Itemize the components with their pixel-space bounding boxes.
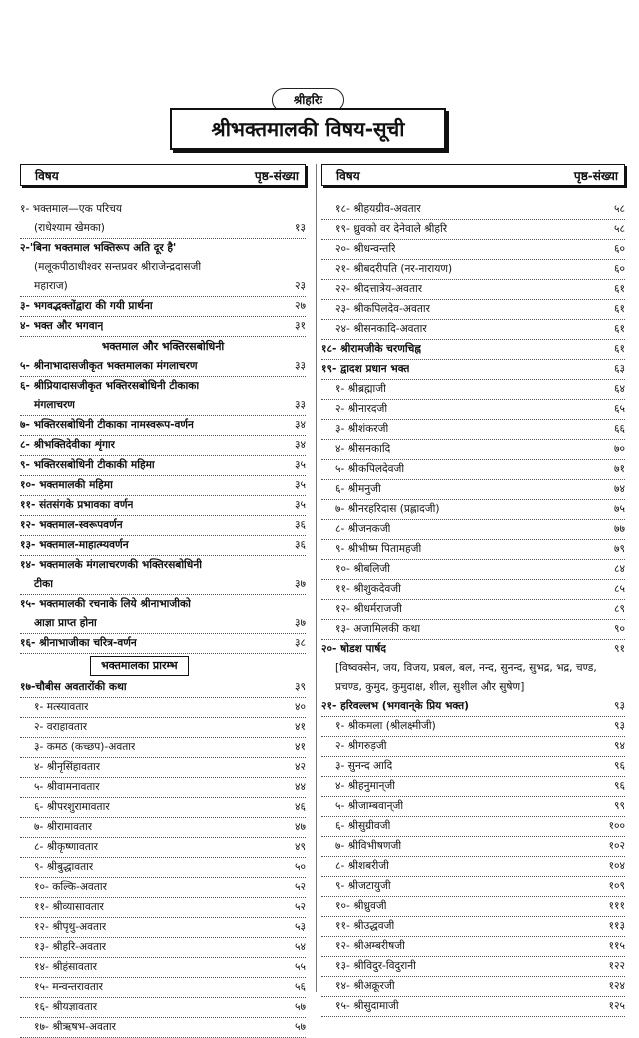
toc-entry-page: ४१ xyxy=(294,741,306,753)
toc-entry-page: १२५ xyxy=(608,1000,625,1012)
toc-entry xyxy=(321,957,625,977)
toc-entry xyxy=(20,838,306,858)
toc-entry-page: ८५ xyxy=(613,583,625,595)
toc-entry-page: ४६ xyxy=(294,801,306,813)
toc-entry-title: २- वराहावतार xyxy=(34,721,88,733)
toc-entry-page: ४४ xyxy=(294,781,306,793)
toc-entry-page: ६१ xyxy=(613,343,625,355)
toc-entry-title: ७- श्रीविभीषणजी xyxy=(335,840,402,852)
toc-entry-title: ११- श्रीउद्धवजी xyxy=(335,920,395,932)
toc-entry-page: ६१ xyxy=(613,323,625,335)
toc-entry xyxy=(321,560,625,580)
toc-entry xyxy=(321,300,625,320)
toc-entry-page: ९३ xyxy=(613,700,625,712)
toc-entry-page: ४९ xyxy=(294,841,306,853)
toc-entry xyxy=(321,260,625,280)
toc-entry xyxy=(20,878,306,898)
toc-entry xyxy=(321,837,625,857)
toc-entry-page: ११३ xyxy=(608,920,625,932)
toc-entry xyxy=(20,958,306,978)
toc-entry-page: १०० xyxy=(608,820,625,832)
toc-entry-title: १८- श्रीहयग्रीव-अवतार xyxy=(335,203,421,215)
toc-entry-title: २- श्रीनारदजी xyxy=(335,403,388,415)
toc-entry-title: ५- श्रीजाम्बवान्‌जी xyxy=(335,800,404,812)
toc-entry-page: ९६ xyxy=(613,760,625,772)
toc-entry xyxy=(321,737,625,757)
toc-entry-page: ७४ xyxy=(613,483,625,495)
toc-entry-title: १- भक्तमाल—एक परिचय xyxy=(20,203,123,215)
toc-entry-page: ९९ xyxy=(613,800,625,812)
toc-entry xyxy=(321,200,625,220)
toc-entry-page: १०९ xyxy=(608,880,625,892)
toc-entry-title: ४- श्रीसनकादि xyxy=(335,443,391,455)
toc-entry-title: २३- श्रीकपिलदेव-अवतार xyxy=(335,303,430,315)
toc-entry-title: ८- श्रीशबरीजी xyxy=(335,860,389,872)
toc-entry xyxy=(321,997,625,1017)
toc-entry-title: १- श्रीकमला (श्रीलक्ष्मीजी) xyxy=(335,720,436,732)
toc-entry-title: ९- श्रीभीष्म पितामहजी xyxy=(335,543,422,555)
toc-column-right xyxy=(316,164,625,1012)
toc-entry-title: १२- श्रीधर्मराजजी xyxy=(335,603,402,615)
toc-entry-title: २०- श्रीधन्वन्तरि xyxy=(335,243,396,255)
toc-entry xyxy=(321,977,625,997)
toc-entry xyxy=(20,898,306,918)
toc-entry-title: २१- श्रीबदरीपति (नर-नारायण) xyxy=(335,263,453,275)
toc-entry-title: ७- भक्तिरसबोधिनी टीकाका नामस्वरूप-वर्णन xyxy=(20,419,194,431)
toc-entry xyxy=(20,698,306,718)
toc-entry-title: ९- श्रीबुद्धावतार xyxy=(34,861,94,873)
toc-entry-title: ७- श्रीरामावतार xyxy=(34,821,93,833)
toc-entry-title: ६- श्रीमनुजी xyxy=(335,483,381,495)
toc-entry xyxy=(321,460,625,480)
toc-entry xyxy=(20,436,306,456)
toc-entry-page: ३१ xyxy=(294,320,306,332)
toc-entry xyxy=(321,757,625,777)
toc-entry xyxy=(321,917,625,937)
toc-entry xyxy=(20,476,306,496)
toc-entry xyxy=(321,340,625,360)
toc-entry-page: ६१ xyxy=(613,283,625,295)
toc-entry-title: ८- श्रीजनकजी xyxy=(335,523,391,535)
toc-entry-page: ३७ xyxy=(294,617,306,629)
toc-entry-page: ६१ xyxy=(613,303,625,315)
toc-entry-title: १०- श्रीध्रुवजी xyxy=(335,900,387,912)
toc-entry xyxy=(321,897,625,917)
toc-entry xyxy=(321,937,625,957)
toc-entry-title: मंगलाचरण xyxy=(34,399,75,411)
column-header-subject: विषय xyxy=(336,168,360,183)
toc-entry xyxy=(20,818,306,838)
toc-entry-title: १०- श्रीबलिजी xyxy=(335,563,391,575)
toc-entry-page: २३ xyxy=(294,280,306,292)
toc-entry xyxy=(321,777,625,797)
toc-entry-page: ६४ xyxy=(613,383,625,395)
column-header-left xyxy=(20,164,306,186)
toc-entry-page: ४१ xyxy=(294,721,306,733)
toc-entry-title: १४- भक्तमालके मंगलाचरणकी भक्तिरसबोधिनी xyxy=(20,559,202,571)
toc-entry-page: ५७ xyxy=(294,1001,306,1013)
toc-entry-title: १७- श्रीऋषभ-अवतार xyxy=(34,1021,116,1033)
toc-entry-page: १२४ xyxy=(608,980,625,992)
toc-entry-page: ३६ xyxy=(294,519,306,531)
toc-entry-title: १८- श्रीरामजीके चरणचिह्न xyxy=(321,343,421,355)
toc-entry-title: ११- श्रीव्यासावतार xyxy=(34,901,104,913)
toc-entry xyxy=(321,620,625,640)
toc-entry-title: १३- श्रीहरि-अवतार xyxy=(34,941,107,953)
toc-entry-page: ८९ xyxy=(613,603,625,615)
toc-entry-title: ६- श्रीसुग्रीवजी xyxy=(335,820,391,832)
toc-entry xyxy=(20,357,306,377)
toc-entry-title: ८- श्रीभक्तिदेवीका शृंगार xyxy=(20,439,115,451)
toc-entry-page: ३६ xyxy=(294,539,306,551)
toc-entry xyxy=(20,978,306,998)
toc-entry-page: १०२ xyxy=(608,840,625,852)
toc-entry-page: ११५ xyxy=(608,940,625,952)
toc-entry xyxy=(321,320,625,340)
toc-entry-title: १७-चौबीस अवतारोंकी कथा xyxy=(20,681,127,693)
toc-entry-title: टीका xyxy=(34,578,53,590)
toc-entry-page: ५२ xyxy=(294,901,306,913)
toc-entry-page: ३८ xyxy=(294,637,306,649)
toc-entry-title: (राधेश्याम खेमका) xyxy=(34,222,105,234)
toc-entry-title: ९- श्रीजटायुजी xyxy=(335,880,391,892)
toc-entry xyxy=(20,396,306,416)
toc-entry-title: १९- ध्रुवको वर देनेवाले श्रीहरि xyxy=(335,223,448,235)
toc-entry xyxy=(20,516,306,536)
toc-entry-page: ३४ xyxy=(294,439,306,451)
toc-entry-title: महाराज) xyxy=(34,280,68,292)
toc-entry xyxy=(20,998,306,1018)
toc-entry-page: ३४ xyxy=(294,419,306,431)
toc-entry-page: ३३ xyxy=(294,360,306,372)
toc-entry xyxy=(20,239,306,258)
toc-entry-page: ५८ xyxy=(613,203,625,215)
toc-entry xyxy=(321,480,625,500)
toc-entry-page: ५७ xyxy=(294,1021,306,1033)
toc-list-left xyxy=(20,200,306,1038)
column-header-subject: विषय xyxy=(35,168,59,183)
toc-entry-page: ७५ xyxy=(613,503,625,515)
toc-entry-title: २४- श्रीसनकादि-अवतार xyxy=(335,323,427,335)
toc-entry xyxy=(20,377,306,396)
toc-entry-title: १५- मन्वन्तरावतार xyxy=(34,981,103,993)
toc-entry-page: १३ xyxy=(294,222,306,234)
toc-entry xyxy=(321,220,625,240)
toc-column-left xyxy=(20,164,306,1033)
toc-entry-page: ७७ xyxy=(613,523,625,535)
toc-entry-page: ९१ xyxy=(613,643,625,655)
toc-entry-title: ७- श्रीनरहरिदास (प्रह्लादजी) xyxy=(335,503,440,515)
toc-entry xyxy=(321,240,625,260)
toc-entry-title: २१- हरिवल्लभ (भगवान्‌के प्रिय भक्त) xyxy=(321,700,469,712)
toc-entry xyxy=(20,536,306,556)
toc-entry-page: ३७ xyxy=(294,578,306,590)
toc-entry-page: ४० xyxy=(294,701,306,713)
toc-entry-title: ४- भक्त और भगवान् xyxy=(20,320,104,332)
toc-entry xyxy=(20,918,306,938)
toc-entry-title: २- श्रीगरुड़जी xyxy=(335,740,387,752)
toc-entry xyxy=(321,420,625,440)
toc-entry-page: ६० xyxy=(613,243,625,255)
toc-list-right xyxy=(317,200,625,1017)
toc-entry xyxy=(20,778,306,798)
toc-entry-page: ७१ xyxy=(613,463,625,475)
toc-entry xyxy=(20,317,306,337)
toc-entry xyxy=(20,258,306,277)
toc-entry xyxy=(321,640,625,659)
toc-section-heading: भक्तमाल और भक्तिरसबोधिनी xyxy=(101,340,225,353)
column-header-page: पृष्ठ-संख्या xyxy=(254,168,299,183)
toc-entry-title: १६- श्रीयज्ञावतार xyxy=(34,1001,98,1013)
toc-entry xyxy=(20,456,306,476)
toc-entry-page: ५० xyxy=(294,861,306,873)
toc-entry-title: १२- श्रीअम्बरीषजी xyxy=(335,940,405,952)
toc-entry-title: १०- भक्तमालकी महिमा xyxy=(20,479,113,491)
toc-entry xyxy=(321,717,625,737)
toc-entry-title: ३- श्रीशंकरजी xyxy=(335,423,389,435)
toc-entry-page: ७९ xyxy=(613,543,625,555)
toc-entry xyxy=(20,575,306,595)
toc-entry-page: १२२ xyxy=(608,960,625,972)
toc-entry-page: ५६ xyxy=(294,981,306,993)
toc-entry xyxy=(20,200,306,219)
toc-entry xyxy=(321,580,625,600)
toc-entry-title: १५- भक्तमालकी रचनाके लिये श्रीनाभाजीको xyxy=(20,598,191,610)
toc-entry-page: ४२ xyxy=(294,761,306,773)
toc-entry-title: ४- श्रीहनुमान्‌जी xyxy=(335,780,396,792)
toc-entry-title: आज्ञा प्राप्त होना xyxy=(34,617,97,629)
toc-entry-title: १- मत्स्यावतार xyxy=(34,701,89,713)
header-shri-hari: श्रीहरिः xyxy=(272,88,344,112)
toc-bracket-note: [विष्वक्सेन, जय, विजय, प्रबल, बल, नन्द, सुनन्द, सुभद्र, भद्र, चण्ड, प्रचण्ड, कुमुद, कुमुदाक्ष, शील, सुशील और सुषेण] xyxy=(335,662,597,693)
toc-entry-page: ५५ xyxy=(294,961,306,973)
toc-entry-page: ६६ xyxy=(613,423,625,435)
toc-entry xyxy=(20,718,306,738)
toc-entry-title: ११- संतसंगके प्रभावका वर्णन xyxy=(20,499,134,511)
toc-entry-page: ३५ xyxy=(294,479,306,491)
toc-entry-title: १५- श्रीसुदामाजी xyxy=(335,1000,399,1012)
page-title: श्रीभक्तमालकी विषय-सूची xyxy=(170,108,446,150)
toc-entry-page: ६० xyxy=(613,263,625,275)
toc-entry-title: २२- श्रीदत्तात्रेय-अवतार xyxy=(335,283,423,295)
toc-entry-page: १११ xyxy=(608,900,625,912)
toc-entry-page: ५८ xyxy=(613,223,625,235)
toc-entry-title: ११- श्रीशुकदेवजी xyxy=(335,583,401,595)
toc-entry-title: ९- भक्तिरसबोधिनी टीकाकी महिमा xyxy=(20,459,155,471)
toc-entry xyxy=(321,400,625,420)
toc-entry-title: ५- श्रीनाभादासजीकृत भक्तमालका मंगलाचरण xyxy=(20,360,198,372)
toc-entry-title: ५- श्रीकपिलदेवजी xyxy=(335,463,405,475)
toc-entry xyxy=(321,857,625,877)
toc-entry-title: १२- श्रीपृथु-अवतार xyxy=(34,921,107,933)
toc-entry xyxy=(20,858,306,878)
toc-entry xyxy=(321,280,625,300)
toc-entry xyxy=(20,556,306,575)
toc-entry-page: २७ xyxy=(294,300,306,312)
toc-entry xyxy=(321,817,625,837)
toc-entry-title: १- श्रीब्रह्माजी xyxy=(335,383,386,395)
toc-entry-title: ८- श्रीकृष्णावतार xyxy=(34,841,98,853)
toc-entry-page: ७० xyxy=(613,443,625,455)
toc-entry-title: १४- श्रीहंसावतार xyxy=(34,961,97,973)
toc-entry-title: ४- श्रीनृसिंहावतार xyxy=(34,761,101,773)
toc-entry xyxy=(321,540,625,560)
toc-entry-title: ३- कमठ (कच्छप)-अवतार xyxy=(34,741,136,753)
toc-entry-page: ५३ xyxy=(294,921,306,933)
toc-boxed-heading: भक्तमालका प्रारम्भ xyxy=(90,656,189,676)
toc-entry xyxy=(321,380,625,400)
toc-entry-title: ६- श्रीप्रियादासजीकृत भक्तिरसबोधिनी टीकाका xyxy=(20,380,200,392)
toc-entry-page: ३३ xyxy=(294,399,306,411)
toc-entry xyxy=(20,678,306,698)
toc-entry xyxy=(20,595,306,614)
toc-entry xyxy=(321,877,625,897)
toc-entry-title: (मलूकपीठाधीश्वर सन्तप्रवर श्रीराजेन्द्रदासजी xyxy=(34,261,202,273)
toc-entry-title: ६- श्रीपरशुरामावतार xyxy=(34,801,110,813)
toc-entry-page: ८४ xyxy=(613,563,625,575)
column-header-right xyxy=(321,164,625,186)
toc-entry xyxy=(321,520,625,540)
toc-entry xyxy=(20,938,306,958)
toc-entry xyxy=(321,697,625,717)
toc-entry-page: ३९ xyxy=(294,681,306,693)
toc-entry-title: २०- षोडश पार्षद xyxy=(321,643,387,655)
toc-entry-page: ६५ xyxy=(613,403,625,415)
toc-entry-page: ९६ xyxy=(613,780,625,792)
toc-entry xyxy=(20,219,306,239)
toc-entry-title: १६- श्रीनाभाजीका चरित्र-वर्णन xyxy=(20,637,137,649)
toc-entry-title: ३- सुनन्द आदि xyxy=(335,760,393,772)
toc-entry-title: १४- श्रीअक्रूरजी xyxy=(335,980,395,992)
toc-entry xyxy=(20,634,306,654)
toc-entry xyxy=(321,500,625,520)
toc-entry xyxy=(20,416,306,436)
toc-entry xyxy=(321,440,625,460)
toc-entry xyxy=(321,797,625,817)
toc-entry-title: २-'बिना भक्तमाल भक्तिरूप अति दूर है' xyxy=(20,242,177,254)
toc-entry xyxy=(20,297,306,317)
toc-entry-page: ३५ xyxy=(294,499,306,511)
toc-entry xyxy=(321,600,625,620)
column-header-page: पृष्ठ-संख्या xyxy=(573,168,618,183)
toc-entry-page: ४७ xyxy=(294,821,306,833)
toc-entry-page: ५२ xyxy=(294,881,306,893)
toc-entry-title: १३- अजामिलकी कथा xyxy=(335,623,421,635)
toc-entry-title: ३- भगवद्भक्तोंद्वारा की गयी प्रार्थना xyxy=(20,300,153,312)
toc-entry xyxy=(20,277,306,297)
toc-entry-page: ६३ xyxy=(613,363,625,375)
toc-entry-title: १९- द्वादश प्रधान भक्त xyxy=(321,363,410,375)
toc-entry-page: ५४ xyxy=(294,941,306,953)
toc-entry xyxy=(321,360,625,380)
toc-entry-page: ९३ xyxy=(613,720,625,732)
toc-entry xyxy=(20,758,306,778)
toc-entry-page: १०४ xyxy=(608,860,625,872)
toc-entry-page: ३५ xyxy=(294,459,306,471)
toc-entry-title: १३- भक्तमाल-माहात्म्यवर्णन xyxy=(20,539,129,551)
toc-entry xyxy=(20,738,306,758)
toc-entry xyxy=(20,798,306,818)
toc-entry xyxy=(20,496,306,516)
toc-entry-title: १२- भक्तमाल-स्वरूपवर्णन xyxy=(20,519,123,531)
toc-entry-page: ९४ xyxy=(613,740,625,752)
toc-entry-page: ९० xyxy=(613,623,625,635)
toc-entry xyxy=(20,1018,306,1038)
toc-entry-title: १०- कल्कि-अवतार xyxy=(34,881,107,893)
toc-entry-title: १३- श्रीविदुर-विदुरानी xyxy=(335,960,416,972)
toc-entry xyxy=(20,614,306,634)
toc-entry-title: ५- श्रीवामनावतार xyxy=(34,781,100,793)
